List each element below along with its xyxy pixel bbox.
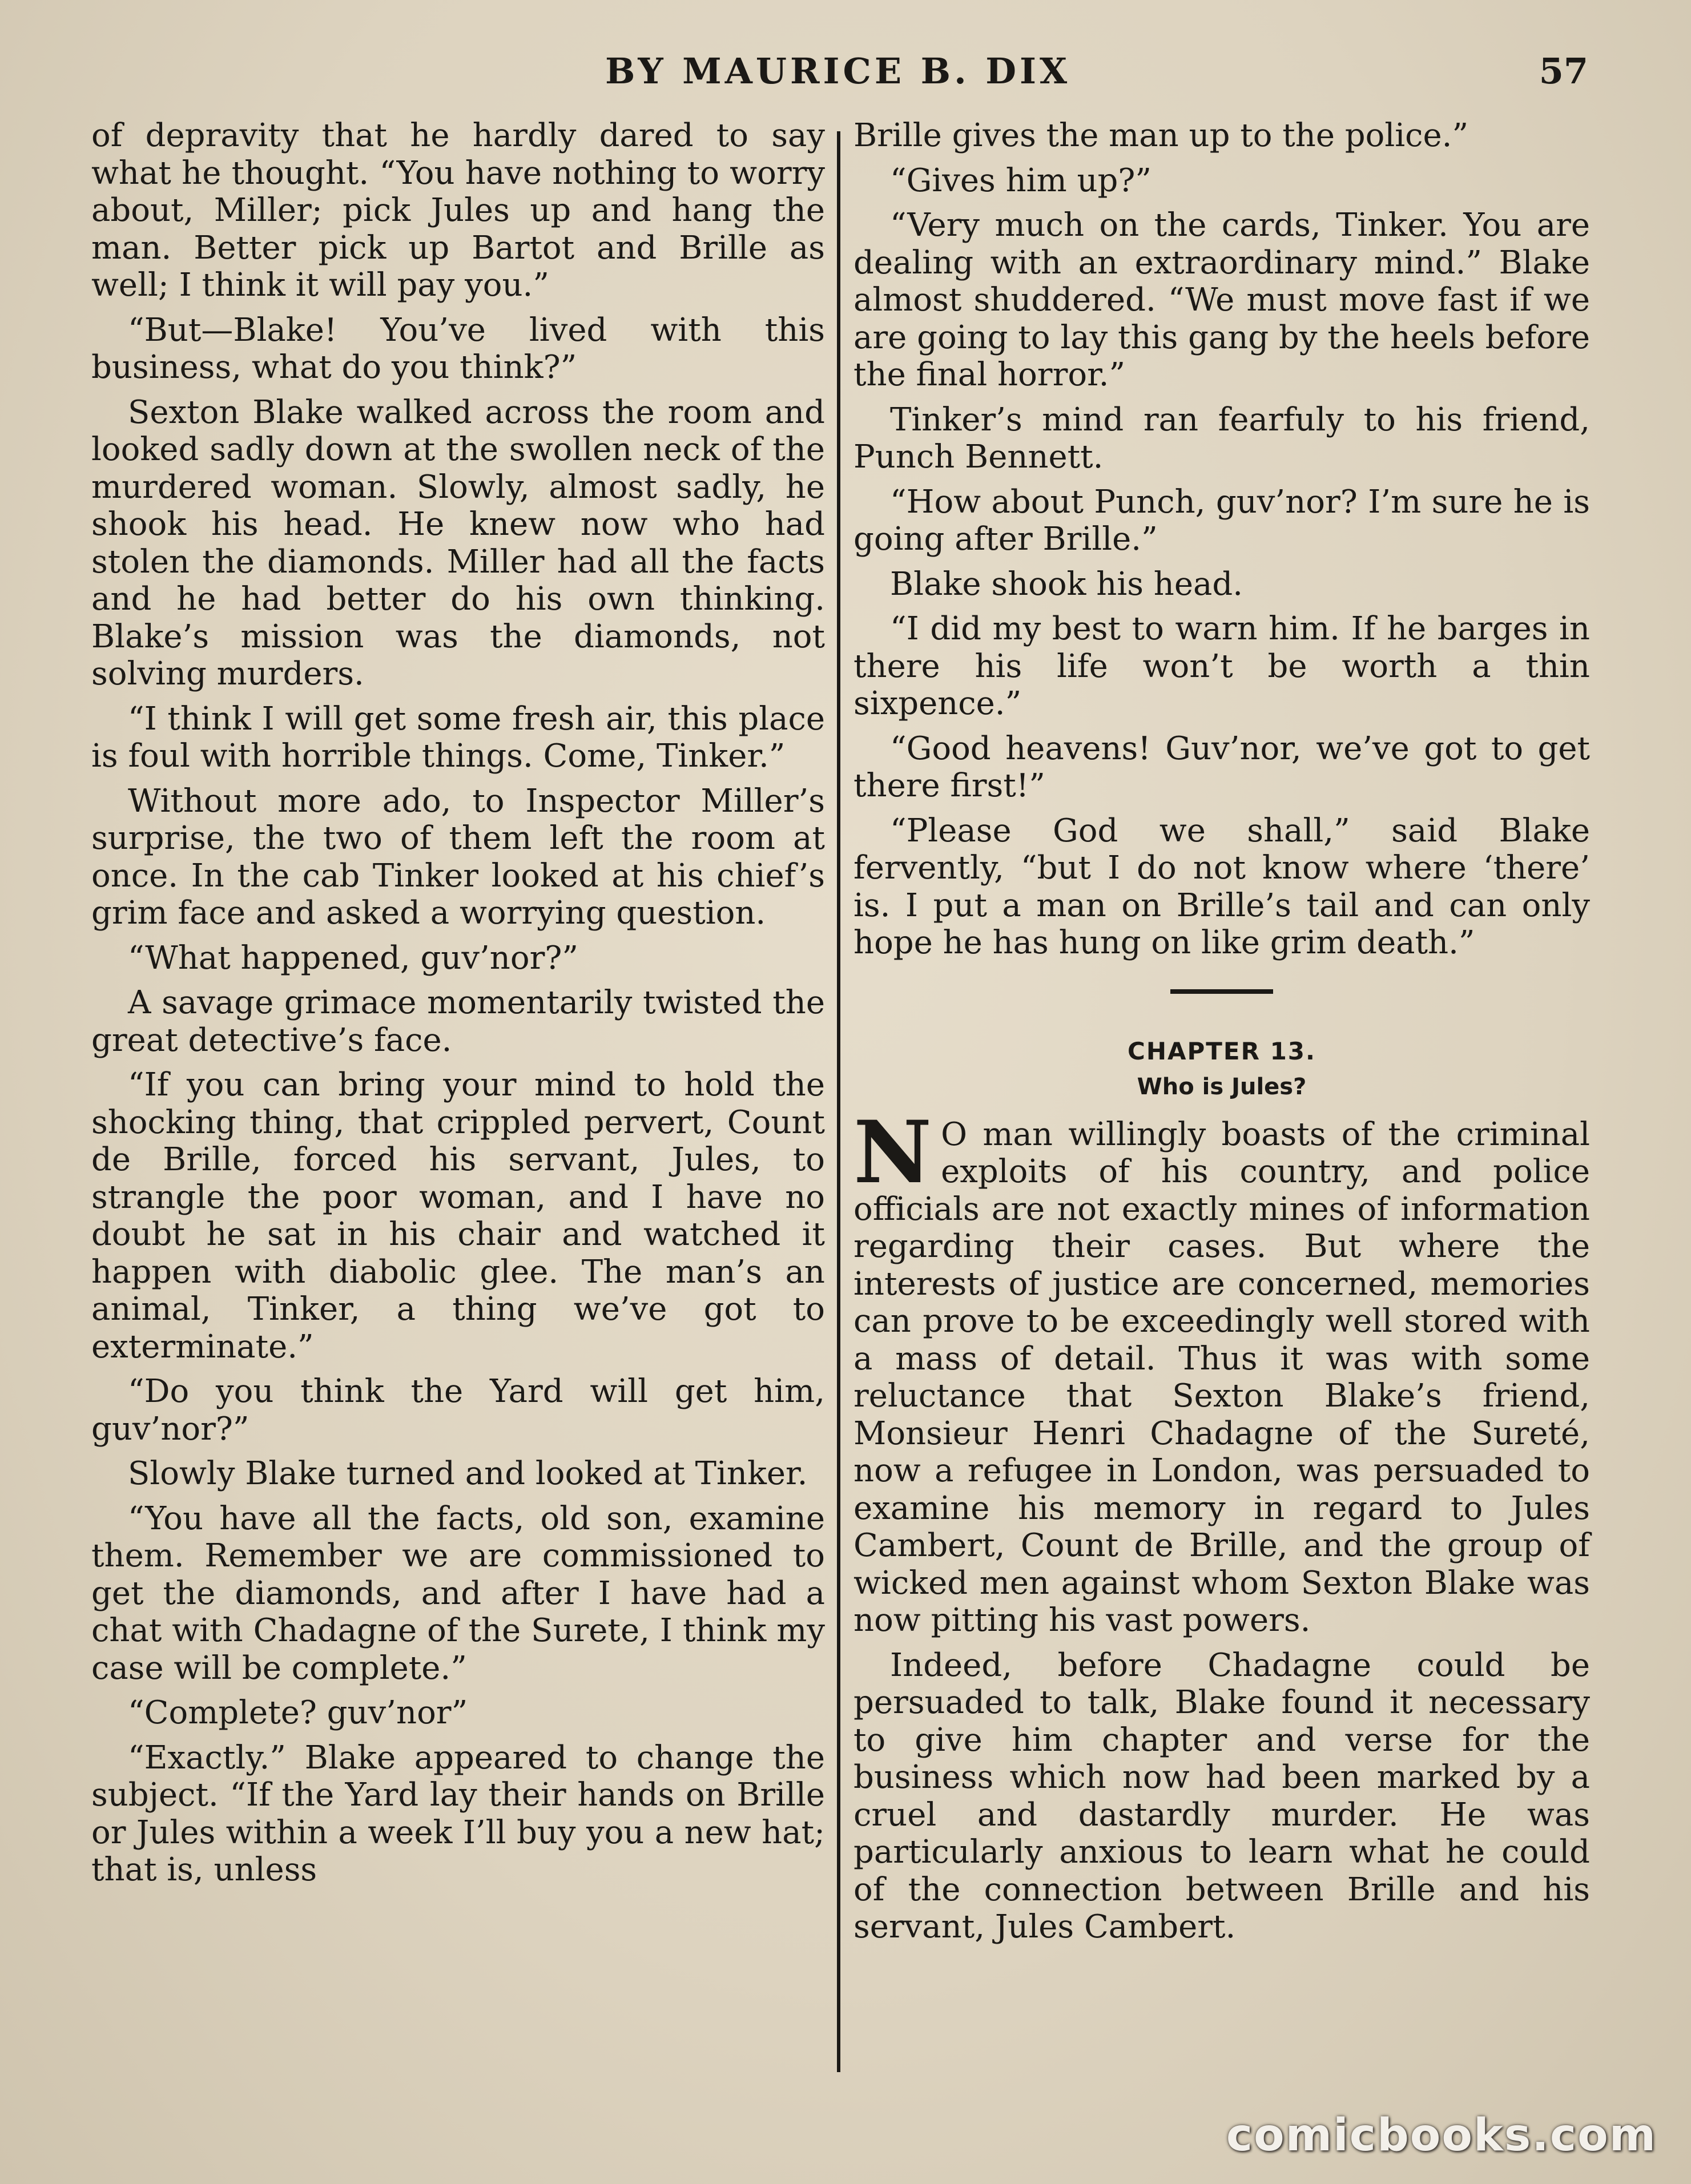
paragraph: “Complete? guv’nor”: [128, 1694, 468, 1731]
paragraph: Indeed, before Chadagne could be persuaded to talk, Blake found it necessary to give him chapter and verse for the business which now had been marked by a cruel and dastardly murder. He was particularly anxious to learn what he could of the connection between Brille and his servant, Jules Cambert.: [853, 1646, 1590, 1945]
drop-cap: N: [853, 1102, 932, 1203]
paragraph: “Good heavens! Guv’nor, we’ve got to get there first!”: [853, 730, 1590, 804]
chapter-divider: [1170, 989, 1273, 994]
chapter-title: Who is Jules?: [1137, 1073, 1307, 1100]
paragraph: “What happened, guv’nor?”: [128, 939, 579, 977]
paragraph: “If you can bring your mind to hold the shocking thing, that crippled pervert, Count de Brille, forced his servant, Jules, to strangle the poor woman, and I have no doubt he sat in his chair and watched it happen with diabolic glee. The man’s an animal, Tinker, a thing we’ve got to exterminate.”: [91, 1066, 825, 1365]
paragraph: “Very much on the cards, Tinker. You are dealing with an extraordinary mind.” Blake almost shuddered. “We must move fast if we are going to lay this gang by the heels before the final horror.”: [853, 207, 1590, 393]
chapter-first-paragraph: [853, 1102, 1590, 1639]
paragraph: Tinker’s mind ran fearfuly to his friend, Punch Bennett.: [853, 401, 1590, 476]
column-divider: [837, 131, 840, 2072]
paragraph: Slowly Blake turned and looked at Tinker.: [128, 1455, 808, 1492]
right-column: [853, 117, 1590, 2086]
paragraph: “But—Blake! You’ve lived with this business, what do you think?”: [91, 311, 825, 386]
paragraph: Brille gives the man up to the police.”: [853, 117, 1469, 154]
paragraph: “I think I will get some fresh air, this place is foul with horrible things. Come, Tinker.”: [91, 700, 825, 775]
paragraph: “Gives him up?”: [890, 162, 1152, 199]
paragraph-text: O man willingly boasts of the criminal exploits of his country, and police officials are not exactly mines of information regarding their cases. But where the interests of justice are concerned, memories can prove to be exceedingly well stored with a mass of detail. Thus it was with some reluctance that Sexton Blake’s friend, Monsieur Henri Chadagne of the Sureté, now a refugee in London, was persuaded to examine his memory in regard to Jules Cambert, Count de Brille, and the group of wicked men against whom Sexton Blake was now pitting his vast powers.: [853, 1115, 1590, 1639]
paragraph: “Please God we shall,” said Blake fervently, “but I do not know where ‘there’ is. I put a man on Brille’s tail and can only hope he has hung on like grim death.”: [853, 812, 1590, 961]
paragraph: “You have all the facts, old son, examine them. Remember we are commissioned to get the diamonds, and after I have had a chat with Chadagne of the Surete, I think my case will be complete.”: [91, 1500, 825, 1687]
left-column: [91, 117, 825, 2086]
paragraph: Sexton Blake walked across the room and looked sadly down at the swollen neck of the murdered woman. Slowly, almost sadly, he shook his head. He knew now who had stolen the diamonds. Miller had all the facts and he had better do his own thinking. Blake’s mission was the diamonds, not solving murders.: [91, 393, 825, 692]
paragraph: “How about Punch, guv’nor? I’m sure he is going after Brille.”: [853, 483, 1590, 558]
paragraph: of depravity that he hardly dared to say what he thought. “You have nothing to worry about, Miller; pick Jules up and hang the man. Better pick up Bartot and Brille as well; I think it will pay you.”: [91, 117, 825, 304]
paragraph: Without more ado, to Inspector Miller’s surprise, the two of them left the room at once. In the cab Tinker looked at his chief’s grim face and asked a worrying question.: [91, 782, 825, 932]
paragraph: “Do you think the Yard will get him, guv’nor?”: [91, 1373, 825, 1448]
paragraph: “I did my best to warn him. If he barges in there his life won’t be worth a thin sixpence.”: [853, 610, 1590, 722]
paragraph: Blake shook his head.: [890, 565, 1243, 603]
paragraph: A savage grimace momentarily twisted the great detective’s face.: [91, 984, 825, 1059]
chapter-heading: CHAPTER 13.: [1128, 1037, 1316, 1065]
source-watermark: comicbooks.com: [1226, 2110, 1657, 2161]
paragraph: “Exactly.” Blake appeared to change the subject. “If the Yard lay their hands on Brille or Jules within a week I’ll buy you a new hat; that is, unless: [91, 1739, 825, 1888]
running-header: [0, 50, 1691, 102]
running-title: BY MAURICE B. DIX: [605, 50, 1071, 92]
page-number: 57: [1539, 50, 1588, 92]
